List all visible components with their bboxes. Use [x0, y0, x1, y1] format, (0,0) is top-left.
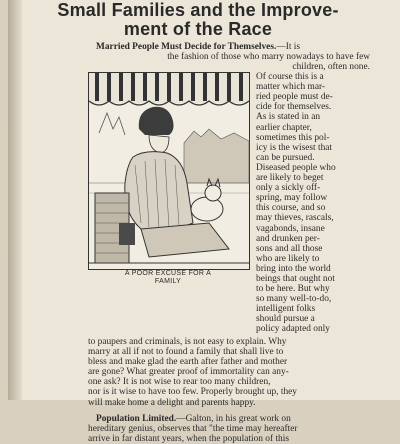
chair — [95, 193, 135, 263]
full-line: bless and make glad the earth after father and mother — [88, 357, 288, 368]
full-line: nor is it wise to have too few. Properly brought up, they — [88, 387, 297, 398]
right-line: who are likely to — [256, 253, 320, 264]
section2-heading: Population Limited. — [96, 414, 177, 424]
right-line: intelligent folks — [256, 304, 316, 315]
section1-heading: Married People Must Decide for Themselves. — [96, 42, 277, 52]
right-line: matter which mar- — [256, 82, 326, 93]
full-line: to paupers and criminals, is not easy to explain. Why — [88, 337, 287, 347]
right-line: and drunken per- — [256, 233, 320, 244]
illustration-figure — [88, 72, 248, 290]
awning — [89, 73, 249, 105]
caption-line-2: FAMILY — [154, 278, 182, 285]
full-line: one ask? It is not wise to rear too many children, — [88, 377, 271, 388]
section1-line-0: —It is — [276, 42, 301, 52]
right-line: this course, and so — [256, 203, 326, 214]
section2-line: hereditary genius, observes that "the time may hereafter — [88, 424, 298, 435]
section2-first-line — [88, 414, 370, 424]
full-line: marry at all if not to found a family that shall live to — [88, 347, 284, 358]
full-line: will make home a delight and parents happy. — [88, 397, 256, 408]
illustration-drawing — [89, 73, 249, 269]
right-line: beings that ought not — [256, 273, 335, 284]
right-line: are likely to beget — [256, 173, 324, 184]
section1-first-line — [96, 42, 370, 52]
right-line: sons and all those — [256, 243, 323, 254]
cat — [191, 179, 223, 221]
caption-line-1: A POOR EXCUSE FOR A — [124, 270, 212, 277]
section2 — [88, 414, 370, 444]
full-line: are gone? What greater proof of immortality can any- — [88, 367, 289, 378]
book-page — [8, 0, 400, 444]
section1-second-line: the fashion of those who marry nowadays to have few — [167, 52, 370, 62]
right-line: so many well-to-do, — [256, 294, 332, 305]
right-line: icy is the wisest that — [256, 142, 333, 153]
right-line: vagabonds, insane — [256, 223, 325, 234]
right-line: sometimes this pol- — [256, 132, 330, 143]
page-content — [30, 0, 370, 444]
illustration-woman-with-cat — [88, 72, 250, 270]
illustration-caption — [88, 270, 248, 286]
right-line: policy adapted only — [256, 324, 330, 335]
right-line: bring into the world — [256, 263, 331, 274]
right-column-text — [256, 62, 370, 335]
page-spine-shadow — [8, 0, 22, 400]
right-line: Diseased people who — [256, 162, 336, 173]
right-line: spring, may follow — [256, 193, 328, 204]
right-line: children, often none. — [292, 62, 370, 72]
section1-closing — [88, 337, 370, 408]
right-line: Of course this is a — [256, 72, 324, 83]
chapter-title-line-1: Small Families and the Improve- — [57, 0, 339, 20]
right-line: cide for themselves. — [256, 102, 332, 113]
right-line: earlier chapter, — [256, 122, 312, 133]
right-line: to be here. But why — [256, 284, 330, 295]
right-line: only a sickly off- — [256, 183, 321, 194]
right-line: may thieves, rascals, — [256, 213, 334, 224]
chapter-title-line-2: ment of the Race — [123, 19, 273, 39]
right-line: As is stated in an — [256, 112, 321, 123]
right-line: can be pursued. — [256, 152, 315, 163]
right-line: ried people must de- — [256, 92, 333, 103]
section2-line: arrive in far distant years, when the population of this — [88, 434, 289, 444]
right-line: should pursue a — [256, 314, 315, 325]
section2-line-0: —Galton, in his great work on — [176, 414, 291, 424]
